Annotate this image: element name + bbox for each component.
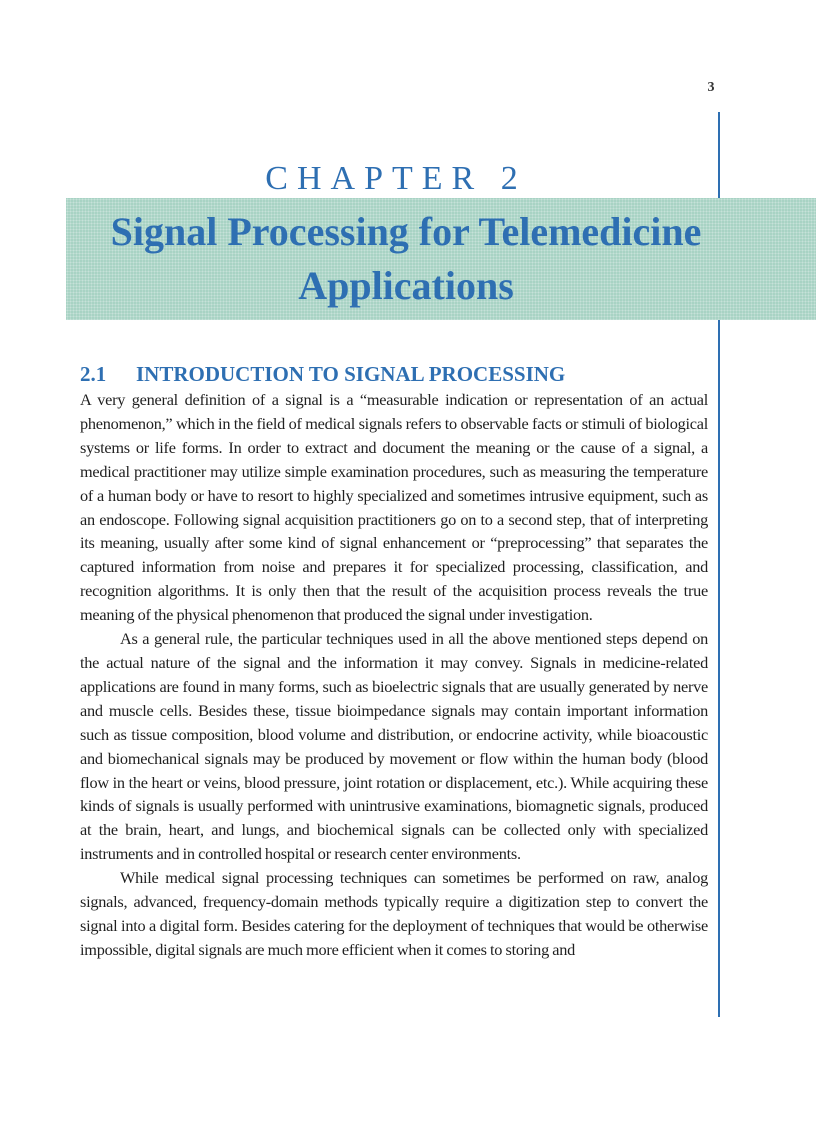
section-title: INTRODUCTION TO SIGNAL PROCESSING [136,362,566,386]
paragraph-3: While medical signal processing techniques can sometimes be performed on raw, analog signals, advanced, frequency-domain methods typically require a digitization step to convert the signal into a digital form. Besides catering for the deployment of techniques that would be otherwise impossible, digital signals are much more efficient when it comes to storing and [80,868,708,959]
section-number: 2.1 [80,362,107,386]
chapter-title: Signal Processing for Telemedicine Applications [110,209,702,308]
paragraph-2: As a general rule, the particular techniques used in all the above mentioned steps depend on the actual nature of the signal and the information it may convey. Signals in medicine-related applications are found in many forms, such as bioelectric signals that are usually generated by nerve and muscle cells. Besides these, tissue bioimpedance signals may contain important information such as tissue composition, blood volume and distribution, or endocrine activity, while bioacoustic and biomechanical signals may be produced by movement or flow within the human body (blood flow in the heart or veins, blood pressure, joint rotation or displacement, etc.). While acquiring these kinds of signals is usually performed with unintrusive examinations, biomagnetic signals, produced at the brain, heart, and lungs, and biochemical signals can be collected only with specialized instruments and in controlled hospital or research center environments. [80,629,708,864]
margin-rule-body [718,320,720,1017]
body-text [80,388,708,962]
section-heading [80,362,720,387]
paragraph-1: A very general definition of a signal is a “measurable indication or representation of an actual phenomenon,” which in the field of medical signals refers to observable facts or stimuli of biological systems or life forms. In order to extract and document the meaning or the cause of a signal, a medical practitioner may utilize simple examination procedures, such as measuring the temperature of a human body or have to resort to highly specialized and sometimes intrusive equipment, such as an endoscope. Following signal acquisition practitioners go on to a second step, that of interpreting its meaning, usually after some kind of signal enhancement or “preprocessing” that separates the captured information from noise and prepares it for specialized processing, classification, and recognition algorithms. It is only then that the result of the acquisition process reveals the true meaning of the physical phenomenon that produced the signal under investigation. [80,390,708,625]
page-number: 3 [707,80,715,95]
chapter-label: CHAPTER 2 [265,160,527,197]
